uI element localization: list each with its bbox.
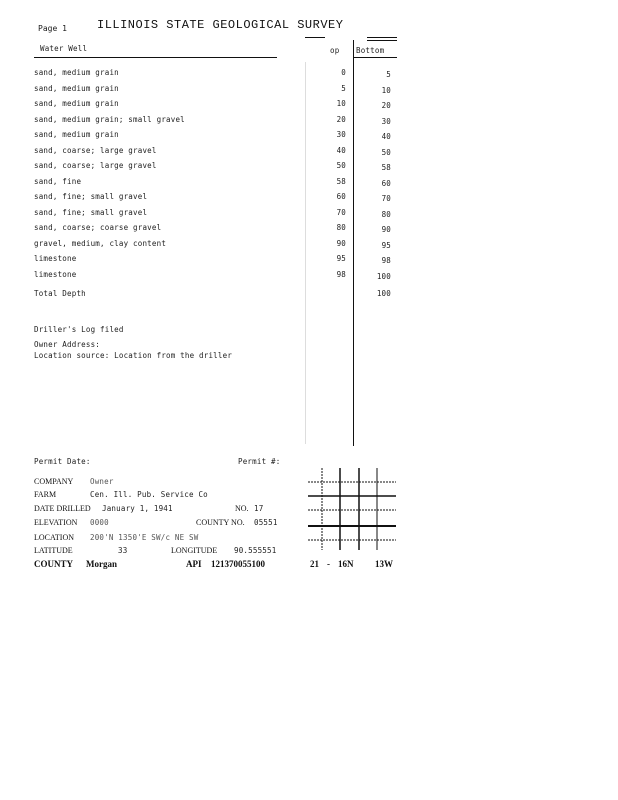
strata-bottom-depth: 95 [381,241,391,250]
location-source: Location source: Location from the driller [34,351,233,360]
owner-address: Owner Address: [34,340,101,349]
number-label: NO. [235,504,249,513]
header-rule-right-2 [367,40,397,41]
strata-top-depth: 98 [336,270,346,279]
company-label: COMPANY [34,477,74,486]
strata-bottom-depth: 30 [381,117,391,126]
column-top-header: op [330,46,340,55]
latitude-label: LATITUDE [34,546,73,555]
driller-log-note: Driller's Log filed [34,325,124,334]
well-type-underline [34,57,277,58]
strata-description: sand, medium grain [34,99,119,108]
strata-top-depth: 58 [336,177,346,186]
strata-top-depth: 50 [336,161,346,170]
number-value: 17 [254,504,264,513]
strata-top-depth: 20 [336,115,346,124]
strata-top-depth: 5 [341,84,346,93]
location-value: 200'N 1350'E SW/c NE SW [90,533,199,542]
strata-bottom-depth: 70 [381,194,391,203]
elevation-label: ELEVATION [34,518,78,527]
strata-bottom-depth: 58 [381,163,391,172]
strata-bottom-depth: 60 [381,179,391,188]
api-value: 121370055100 [211,559,265,569]
strata-description: sand, coarse; coarse gravel [34,223,162,232]
strata-top-depth: 70 [336,208,346,217]
strata-description: limestone [34,270,77,279]
bottom-underline [354,57,397,58]
strata-top-depth: 80 [336,223,346,232]
column-bottom-header: Bottom [356,46,385,55]
strata-top-depth: 95 [336,254,346,263]
elevation-value: 0000 [90,518,109,527]
api-label: API [186,559,202,569]
strata-description: sand, coarse; large gravel [34,146,157,155]
strata-top-depth: 40 [336,146,346,155]
farm-label: FARM [34,490,57,499]
longitude-label: LONGITUDE [171,546,218,555]
county-value: Morgan [86,559,117,569]
strata-description: sand, medium grain; small gravel [34,115,185,124]
county-number-value: 05551 [254,518,278,527]
date-drilled-value: January 1, 1941 [102,504,173,513]
well-type-label: Water Well [40,44,88,53]
company-value: Owner [90,477,114,486]
strata-bottom-depth: 40 [381,132,391,141]
column-shade [305,62,306,444]
strata-top-depth: 90 [336,239,346,248]
header-rule-short [305,37,325,38]
section-locator-grid [308,468,396,550]
page-number: Page 1 [38,24,67,33]
strata-description: gravel, medium, clay content [34,239,167,248]
strata-bottom-depth: 5 [386,70,391,79]
permit-number-label: Permit #: [238,457,281,466]
agency-title: ILLINOIS STATE GEOLOGICAL SURVEY [97,18,344,32]
strata-bottom-depth: 80 [381,210,391,219]
county-label: COUNTY [34,559,74,569]
strata-top-depth: 30 [336,130,346,139]
township-value: 16N [338,559,354,569]
strata-top-depth: 0 [341,68,346,77]
longitude-value: 90.555551 [234,546,277,555]
strata-bottom-depth: 10 [381,86,391,95]
total-depth-value: 100 [376,289,391,298]
strata-description: sand, medium grain [34,130,119,139]
strata-description: sand, medium grain [34,68,119,77]
strata-bottom-depth: 100 [376,272,391,281]
strata-bottom-depth: 20 [381,101,391,110]
range-value: 13W [375,559,393,569]
location-label: LOCATION [34,533,74,542]
strata-description: sand, coarse; large gravel [34,161,157,170]
strata-description: sand, fine; small gravel [34,208,148,217]
latitude-value: 33 [118,546,128,555]
county-number-label: COUNTY NO. [196,518,245,527]
section-dash: - [327,559,330,569]
date-drilled-label: DATE DRILLED [34,504,91,513]
strata-top-depth: 10 [336,99,346,108]
header-rule-right-1 [367,37,397,38]
total-depth-label: Total Depth [34,289,86,298]
strata-top-depth: 60 [336,192,346,201]
strata-description: sand, fine; small gravel [34,192,148,201]
farm-value: Cen. Ill. Pub. Service Co [90,490,208,499]
permit-date-label: Permit Date: [34,457,91,466]
section-number: 21 [310,559,319,569]
column-divider [353,40,354,446]
strata-bottom-depth: 98 [381,256,391,265]
strata-bottom-depth: 90 [381,225,391,234]
strata-bottom-depth: 50 [381,148,391,157]
strata-description: limestone [34,254,77,263]
strata-description: sand, medium grain [34,84,119,93]
strata-description: sand, fine [34,177,82,186]
